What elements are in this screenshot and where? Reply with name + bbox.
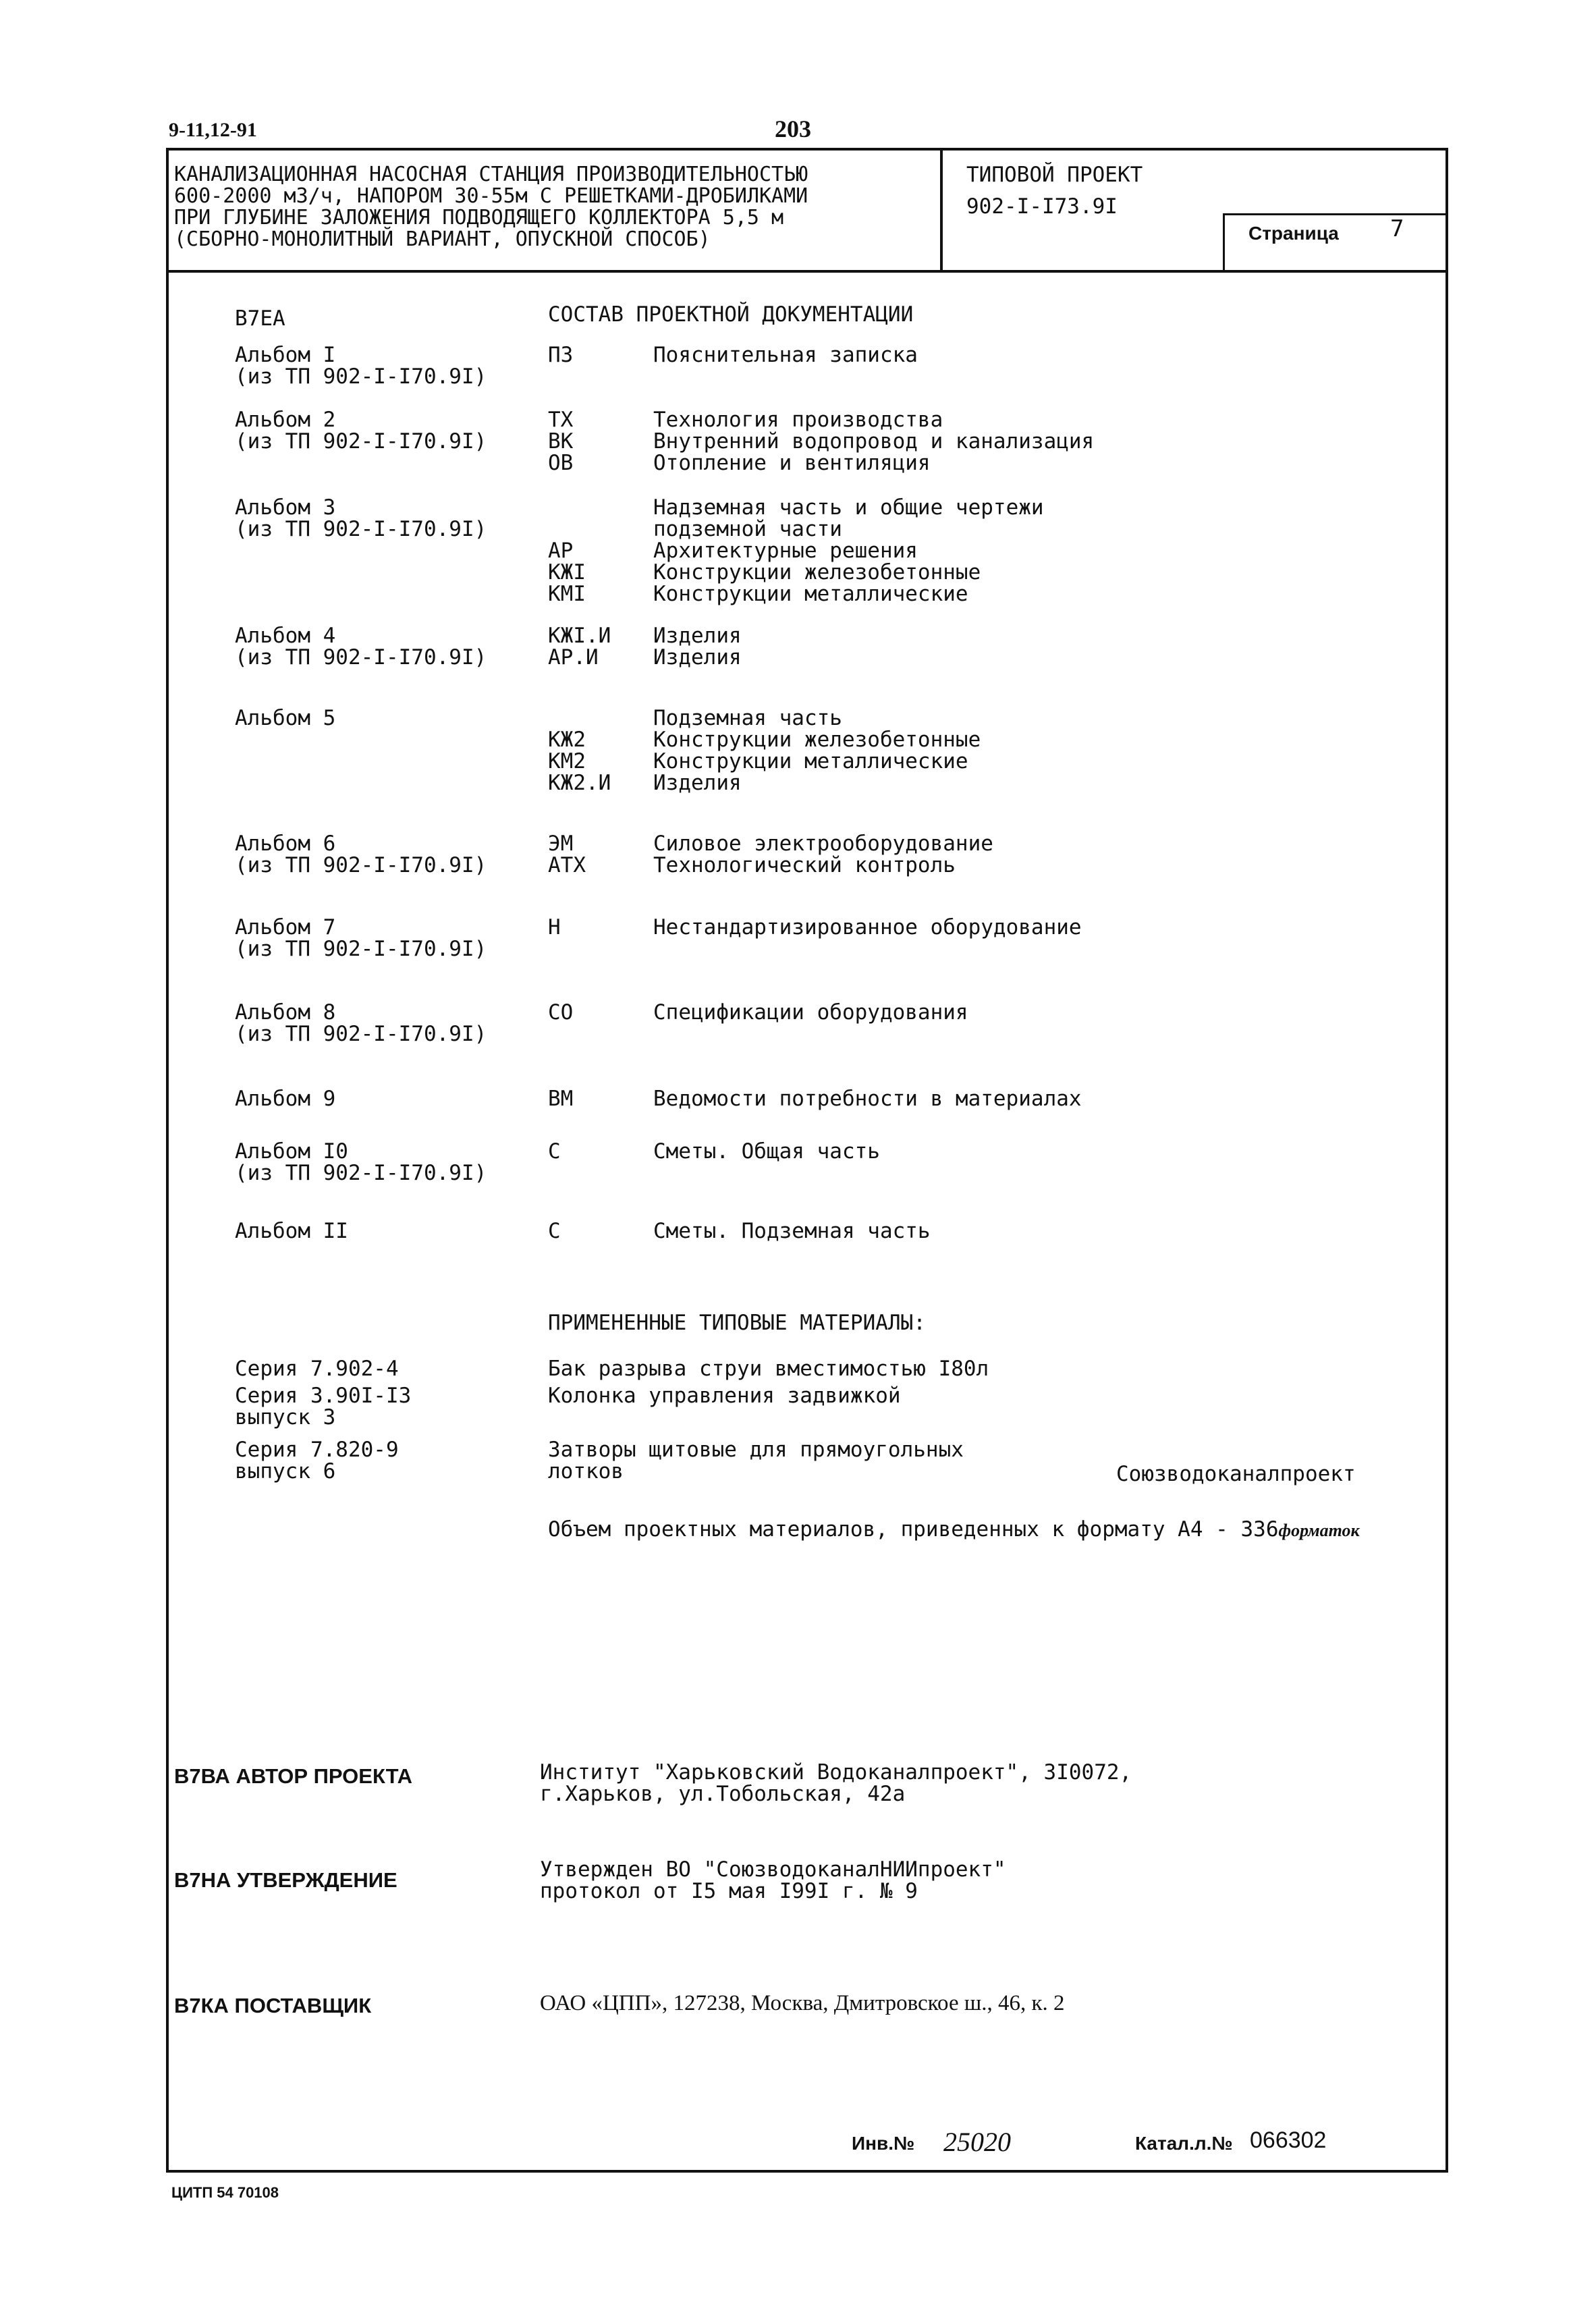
album-desc: Сметы. Общая часть	[653, 1139, 880, 1164]
album-code	[548, 497, 586, 518]
album-desc: Подземная часть	[653, 706, 842, 730]
album-desc: подземной части	[653, 517, 842, 541]
album-code: КЖ2.И	[548, 771, 611, 795]
author-line: г.Харьков, ул.Тобольская, 42а	[540, 1782, 906, 1806]
album-desc: Конструкции металлические	[653, 749, 968, 773]
album-code: КЖI	[548, 560, 586, 584]
material-desc: Бак разрыва струи вместимостью I80л	[548, 1357, 989, 1381]
material-series: выпуск 6	[235, 1459, 336, 1484]
approval-label: В7НА УТВЕРЖДЕНИЕ	[174, 1868, 397, 1892]
album-desc: Сметы. Подземная часть	[653, 1219, 931, 1243]
album-desc: Спецификации оборудования	[653, 1000, 968, 1025]
album-name: Альбом I0	[235, 1139, 348, 1164]
album-source: (из ТП 902-I-I70.9I)	[235, 645, 487, 670]
printer-mark: ЦИТП 54 70108	[171, 2184, 279, 2201]
album-source: (из ТП 902-I-I70.9I)	[235, 429, 487, 454]
inventory-number: 25020	[943, 2127, 1011, 2157]
approval-line: Утвержден ВО "СоюзводоканалНИИпроект"	[540, 1857, 1006, 1882]
supplier-text: ОАО «ЦПП», 127238, Москва, Дмитровское ш., 46, к. 2	[540, 1991, 1065, 2015]
album-code: АР	[548, 539, 574, 563]
album-desc: Пояснительная записка	[653, 343, 918, 367]
header-bottom-rule	[166, 270, 1448, 273]
project-label: ТИПОВОЙ ПРОЕКТ	[966, 163, 1143, 187]
header-title-line: КАНАЛИЗАЦИОННАЯ НАСОСНАЯ СТАНЦИЯ ПРОИЗВОДИТЕЛЬНОСТЬЮ	[174, 163, 808, 186]
inventory-label: Инв.№	[852, 2133, 915, 2154]
header-title-line: (СБОРНО-МОНОЛИТНЫЙ ВАРИАНТ, ОПУСКНОЙ СПОСОБ)	[174, 227, 711, 251]
catalog-label: Катал.л.№	[1135, 2133, 1233, 2154]
header-title-line: ПРИ ГЛУБИНЕ ЗАЛОЖЕНИЯ ПОДВОДЯЩЕГО КОЛЛЕКТОРА 5,5 м	[174, 206, 784, 229]
album-source: (из ТП 902-I-I70.9I)	[235, 1161, 487, 1185]
series-ref: 9-11,12-91	[169, 119, 257, 141]
album-code: ВМ	[548, 1087, 574, 1111]
album-desc: Конструкции железобетонные	[653, 560, 981, 584]
volume-handwritten: форматок	[1278, 1521, 1360, 1540]
author-line: Институт "Харьковский Водоканалпроект", 3I0072,	[540, 1760, 1132, 1785]
album-desc: Конструкции железобетонные	[653, 728, 981, 752]
supplier-label: В7КА ПОСТАВЩИК	[174, 1994, 372, 2017]
volume-line	[548, 1519, 1360, 1542]
material-series: Серия 7.820-9	[235, 1438, 399, 1462]
album-desc: Изделия	[653, 624, 742, 648]
album-source: (из ТП 902-I-I70.9I)	[235, 853, 487, 877]
material-series: Серия 7.902-4	[235, 1357, 399, 1381]
album-name: Альбом 9	[235, 1087, 336, 1111]
approval-text	[540, 1859, 1006, 1902]
material-desc: Колонка управления задвижкой	[548, 1384, 901, 1408]
typical-materials-heading: ПРИМЕНЕННЫЕ ТИПОВЫЕ МАТЕРИАЛЫ:	[548, 1311, 926, 1335]
album-code: ВК	[548, 429, 574, 454]
author-label: В7ВА АВТОР ПРОЕКТА	[174, 1764, 413, 1788]
project-number: 902-I-I73.9I	[966, 194, 1118, 219]
album-code: Н	[548, 915, 561, 940]
album-desc: Архитектурные решения	[653, 539, 918, 563]
album-name: Альбом 7	[235, 915, 336, 940]
album-desc: Силовое электрооборудование	[653, 832, 993, 856]
sheet-number: 203	[775, 115, 811, 142]
album-name: Альбом 8	[235, 1000, 336, 1025]
album-name: Альбом 2	[235, 408, 336, 432]
album-name: Альбом 4	[235, 624, 336, 648]
album-code: КМ2	[548, 749, 586, 773]
header-title-line: 600-2000 м3/ч, НАПОРОМ 30-55м С РЕШЕТКАМИ-ДРОБИЛКАМИ	[174, 184, 808, 208]
author-text	[540, 1762, 1132, 1805]
album-code	[548, 518, 586, 540]
page-label: Страница	[1248, 223, 1339, 244]
material-series: Серия 3.90I-I3	[235, 1384, 412, 1408]
album-code: С	[548, 1219, 561, 1243]
album-name: Альбом 5	[235, 706, 336, 730]
album-code: ОВ	[548, 451, 574, 475]
album-source: (из ТП 902-I-I70.9I)	[235, 937, 487, 961]
album-desc: Отопление и вентиляция	[653, 451, 931, 475]
material-desc: Затворы щитовые для прямоугольных	[548, 1438, 964, 1462]
composition-code: В7ЕА	[235, 306, 285, 331]
page-box-divider	[1223, 213, 1225, 271]
album-code	[548, 707, 611, 729]
album-code: АТХ	[548, 853, 586, 877]
album-code: КЖ2	[548, 728, 586, 752]
album-desc: Изделия	[653, 645, 742, 670]
album-code: КЖI.И	[548, 624, 611, 648]
album-desc: Ведомости потребности в материалах	[653, 1087, 1082, 1111]
album-desc: Конструкции металлические	[653, 582, 968, 606]
album-code: АР.И	[548, 645, 599, 670]
album-code: КМI	[548, 582, 586, 606]
album-code: ЭМ	[548, 832, 574, 856]
album-source: (из ТП 902-I-I70.9I)	[235, 1022, 487, 1046]
volume-text: Объем проектных материалов, приведенных к формату А4 - 336	[548, 1517, 1279, 1542]
composition-heading: СОСТАВ ПРОЕКТНОЙ ДОКУМЕНТАЦИИ	[548, 302, 914, 327]
organization-name: Союзводоканалпроект	[1116, 1462, 1356, 1486]
album-desc: Внутренний водопровод и канализация	[653, 429, 1095, 454]
album-desc: Технология производства	[653, 408, 943, 432]
album-desc: Технологический контроль	[653, 853, 956, 877]
album-name: Альбом 6	[235, 832, 336, 856]
page-value: 7	[1390, 215, 1404, 242]
album-code: ПЗ	[548, 343, 574, 367]
header-title	[174, 164, 808, 250]
album-name: Альбом I	[235, 343, 336, 367]
album-desc: Надземная часть и общие чертежи	[653, 495, 1044, 520]
catalog-number: 066302	[1250, 2127, 1327, 2153]
material-series: выпуск 3	[235, 1405, 336, 1430]
album-name: Альбом 3	[235, 495, 336, 520]
album-desc: Нестандартизированное оборудование	[653, 915, 1082, 940]
page-box-top	[1223, 213, 1448, 215]
album-desc: Изделия	[653, 771, 742, 795]
header-divider	[940, 148, 943, 271]
album-name: Альбом II	[235, 1219, 348, 1243]
album-code: С	[548, 1139, 561, 1164]
album-source: (из ТП 902-I-I70.9I)	[235, 364, 487, 389]
material-desc: лотков	[548, 1459, 624, 1484]
album-code: СО	[548, 1000, 574, 1025]
album-source: (из ТП 902-I-I70.9I)	[235, 517, 487, 541]
album-code: ТХ	[548, 408, 574, 432]
approval-line: протокол от I5 мая I99I г. № 9	[540, 1879, 918, 1903]
